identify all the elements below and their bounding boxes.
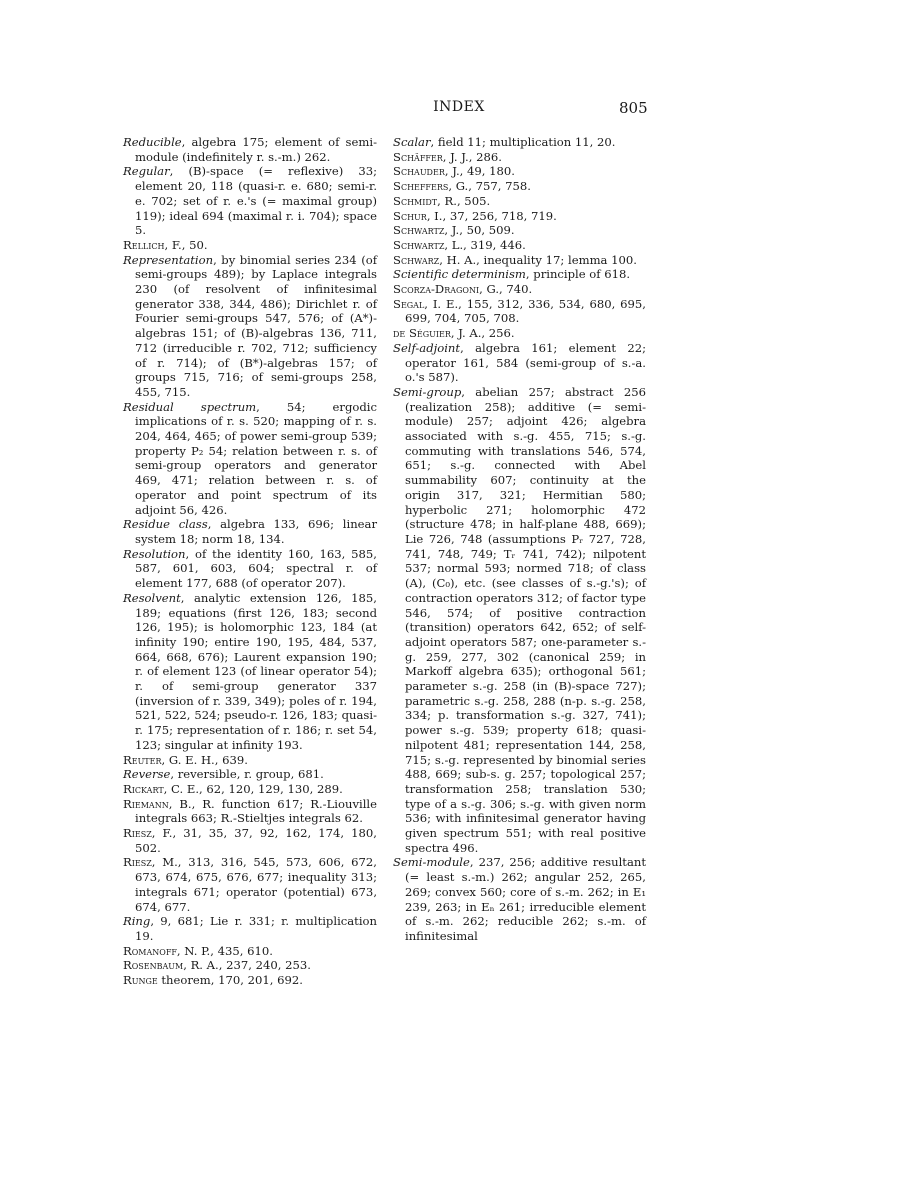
- index-entry: [123, 826, 377, 855]
- index-entry: [393, 150, 646, 165]
- index-entry: [393, 135, 646, 150]
- index-references: , algebra 175; element of semi-module (indefinitely r. s.-m.) 262.: [135, 135, 377, 164]
- index-references: , 54; ergodic implications of r. s. 520; mapping of r. s. 204, 464, 465; of power semi-group 539; property P₂ 54; relation between r. s. of semi-group operators and generator 469, 471; relation between r. s. of operator and point spectrum of its adjoint 56, 426.: [135, 399, 377, 517]
- index-term: Scalar: [393, 135, 431, 149]
- index-entry: [393, 209, 646, 224]
- index-references: , H. A., inequality 17; lemma 100.: [439, 252, 637, 267]
- index-entry: [393, 164, 646, 179]
- index-term: Residual spectrum: [123, 399, 257, 414]
- index-entry: [123, 164, 377, 238]
- index-entry: [123, 135, 377, 164]
- index-entry: [123, 767, 377, 782]
- index-term: Ring: [123, 914, 151, 929]
- index-entry: [393, 223, 646, 238]
- index-references: , C. E., 62, 120, 129, 130, 289.: [163, 781, 343, 796]
- index-references: , M., 313, 316, 545, 573, 606, 672, 673, 674, 675, 676, 677; inequality 313; integrals 671; operator (potential) 673, 674, 677.: [135, 855, 377, 914]
- index-entry: [123, 547, 377, 591]
- index-term: Schmidt: [393, 193, 438, 208]
- running-title: INDEX: [433, 99, 485, 115]
- index-entry: [393, 267, 646, 282]
- index-references: , G., 740.: [479, 282, 533, 297]
- index-references: , J. J., 286.: [442, 149, 502, 164]
- index-term: Resolution: [123, 546, 186, 561]
- index-entry: [123, 973, 377, 988]
- index-term: Reducible: [123, 135, 182, 149]
- index-term: Representation: [123, 252, 214, 267]
- index-term: Riesz: [123, 826, 152, 841]
- index-term: Schäffer: [393, 149, 443, 164]
- index-term: Self-adjoint: [393, 340, 461, 355]
- index-references: , analytic extension 126, 185, 189; equations (first 126, 183; second 126, 195); is holomorphic 123, 184 (at infinity 190; entire 190, 195, 484, 537, 664, 668, 676); Laurent expansion 190; r. of element 123 (of linear operator 54); r. of semi-group generator 337 (inversion of r. 339, 349); poles of r. 194, 521, 522, 524; pseudo-r. 126, 183; quasi-r. 175; representation of r. 186; r. set 54, 123; singular at infinity 193.: [135, 590, 377, 752]
- index-references: theorem, 170, 201, 692.: [157, 973, 303, 988]
- index-entry: [393, 326, 646, 341]
- index-references: , R., 505.: [437, 193, 491, 208]
- index-term: Riemann: [123, 796, 169, 811]
- index-term: Runge: [123, 973, 158, 988]
- index-entry: [393, 238, 646, 253]
- index-entry: [393, 341, 646, 385]
- index-references: , field 11; multiplication 11, 20.: [430, 135, 616, 149]
- index-column-right: [393, 135, 646, 944]
- index-entry: [123, 517, 377, 546]
- index-term: Rickart: [123, 781, 164, 796]
- index-term: Residue class: [123, 517, 208, 532]
- index-term: Reuter: [123, 752, 162, 767]
- index-entry: [393, 253, 646, 268]
- index-entry: [393, 385, 646, 856]
- index-term: Scheffers: [393, 179, 449, 194]
- index-references: , J., 50, 509.: [444, 223, 515, 238]
- index-entry: [123, 958, 377, 973]
- index-entry: [123, 797, 377, 826]
- index-references: , abelian 257; abstract 256 (realization 258); additive (= semi-module) 257; adjoint 426; algebra associated with s.-g. 455, 715; s.-g. commuting with translations 546, 574, 651; s.-g. connected with Abel summability 607; continuity at the origin 317, 321; Hermitian 580; hyperbolic 271; holomorphic 472 (structure 478; in half-plane 488, 669); Lie 726, 748 (assumptions Pᵣ 727, 728, 741, 748, 749; Tᵣ 741, 742); nilpotent 537; normal 593; normed 718; of class (A), (C₀), etc. (see classes of s.-g.'s); of contraction operators 312; of factor type 546, 574; of positive contraction (transition) operators 642, 652; of self-adjoint operators 587; one-parameter s.-g. 259, 277, 302 (canonical 259; in Markoff algebra 635); orthogonal 561; parameter s.-g. 258 (in (B)-space 727); parametric s.-g. 258, 288 (n-p. s.-g. 258, 334; p. transformation s.-g. 327, 741); power s.-g. 539; property 618; quasi-nilpotent 481; representation 144, 258, 715; s.-g. represented by binomial series 488, 669; sub-s. g. 257; topological 257; transformation 258; translation 530; type of a s.-g. 306; s.-g. with given norm 536; with infinitesimal generator having given spectrum 551; with real positive spectra 496.: [405, 384, 646, 855]
- index-references: , principle of 618.: [525, 267, 631, 282]
- index-references: , algebra 161; element 22; operator 161, 584 (semi-group of s.-a. o.'s 587).: [405, 340, 646, 385]
- index-entry: [393, 179, 646, 194]
- index-entry: [123, 400, 377, 518]
- index-entry: [393, 855, 646, 943]
- index-entry: [123, 855, 377, 914]
- index-entry: [123, 914, 377, 943]
- index-term: Segal: [393, 296, 425, 311]
- index-term: Semi-module: [393, 855, 470, 870]
- index-references: , I., 37, 256, 718, 719.: [426, 208, 557, 223]
- index-references: , J. A., 256.: [450, 326, 515, 341]
- index-references: , reversible, r. group, 681.: [170, 767, 324, 782]
- index-term: Reverse: [123, 767, 171, 782]
- index-entry: [123, 782, 377, 797]
- index-references: , of the identity 160, 163, 585, 587, 601, 603, 604; spectral r. of element 177, 688 (of operator 207).: [135, 546, 377, 591]
- index-term: Schauder: [393, 164, 445, 179]
- index-references: , G. E. H., 639.: [161, 752, 248, 767]
- index-references: , G., 757, 758.: [448, 179, 531, 194]
- index-references: , R. A., 237, 240, 253.: [183, 958, 311, 973]
- index-entry: [393, 282, 646, 297]
- index-entry: [123, 238, 377, 253]
- index-entry: [123, 591, 377, 753]
- index-column-left: [123, 135, 377, 988]
- index-term: Resolvent: [123, 590, 181, 605]
- index-references: , 9, 681; Lie r. 331; r. multiplication 19.: [135, 914, 377, 943]
- index-references: , I. E., 155, 312, 336, 534, 680, 695, 699, 704, 705, 708.: [405, 296, 646, 326]
- index-term: Semi-group: [393, 384, 462, 399]
- index-references: , (B)-space (= reflexive) 33; element 20, 118 (quasi-r. e. 680; semi-r. e. 702; set of r. e.'s (= maximal group) 119); ideal 694 (maximal r. i. 704); space 5.: [135, 164, 377, 238]
- index-entry: [123, 753, 377, 768]
- index-references: , 237, 256; additive resultant (= least s.-m.) 262; angular 252, 265, 269; convex 560; core of s.-m. 262; in E₁ 239, 263; in Eₙ 261; irreducible element of s.-m. 262; reducible 262; s.-m. of infinitesimal: [405, 855, 646, 943]
- index-term: Scientific determinism: [393, 267, 526, 282]
- page-header: [0, 99, 918, 119]
- index-term: Schwartz: [393, 223, 445, 238]
- index-term: Schur: [393, 208, 427, 223]
- index-term: Rosenbaum: [123, 958, 184, 973]
- index-references: , by binomial series 234 (of semi-groups 489); by Laplace integrals 230 (of resolvent of infinitesimal generator 338, 344, 486); Dirichlet r. of Fourier semi-groups 547, 576; of (A*)-algebras 151; of (B)-algebras 136, 711, 712 (irreducible r. 702, 712; sufficiency of r. 714); of (B*)-algebras 157; of groups 715, 716; of semi-groups 258, 455, 715.: [135, 252, 377, 399]
- index-references: , B., R. function 617; R.-Liouville integrals 663; R.-Stieltjes integrals 62.: [135, 796, 377, 826]
- index-term: de Séguier: [393, 326, 451, 341]
- index-references: , N. P., 435, 610.: [176, 943, 273, 958]
- index-term: Scorza-Dragoni: [393, 282, 480, 297]
- index-references: , algebra 133, 696; linear system 18; norm 18, 134.: [135, 517, 377, 546]
- index-term: Regular: [123, 164, 170, 179]
- index-term: Schwarz: [393, 252, 440, 267]
- index-entry: [393, 194, 646, 209]
- index-term: Riesz: [123, 855, 152, 870]
- page-number: 805: [619, 99, 648, 117]
- index-entry: [123, 253, 377, 400]
- index-references: , F., 31, 35, 37, 92, 162, 174, 180, 502.: [135, 826, 377, 855]
- index-entry: [123, 944, 377, 959]
- index-references: , L., 319, 446.: [444, 237, 526, 252]
- index-references: , J., 49, 180.: [444, 164, 515, 179]
- index-term: Rellich: [123, 237, 165, 252]
- index-references: , F., 50.: [164, 237, 208, 252]
- index-term: Romanoff: [123, 943, 177, 958]
- index-term: Schwartz: [393, 237, 445, 252]
- index-entry: [393, 297, 646, 326]
